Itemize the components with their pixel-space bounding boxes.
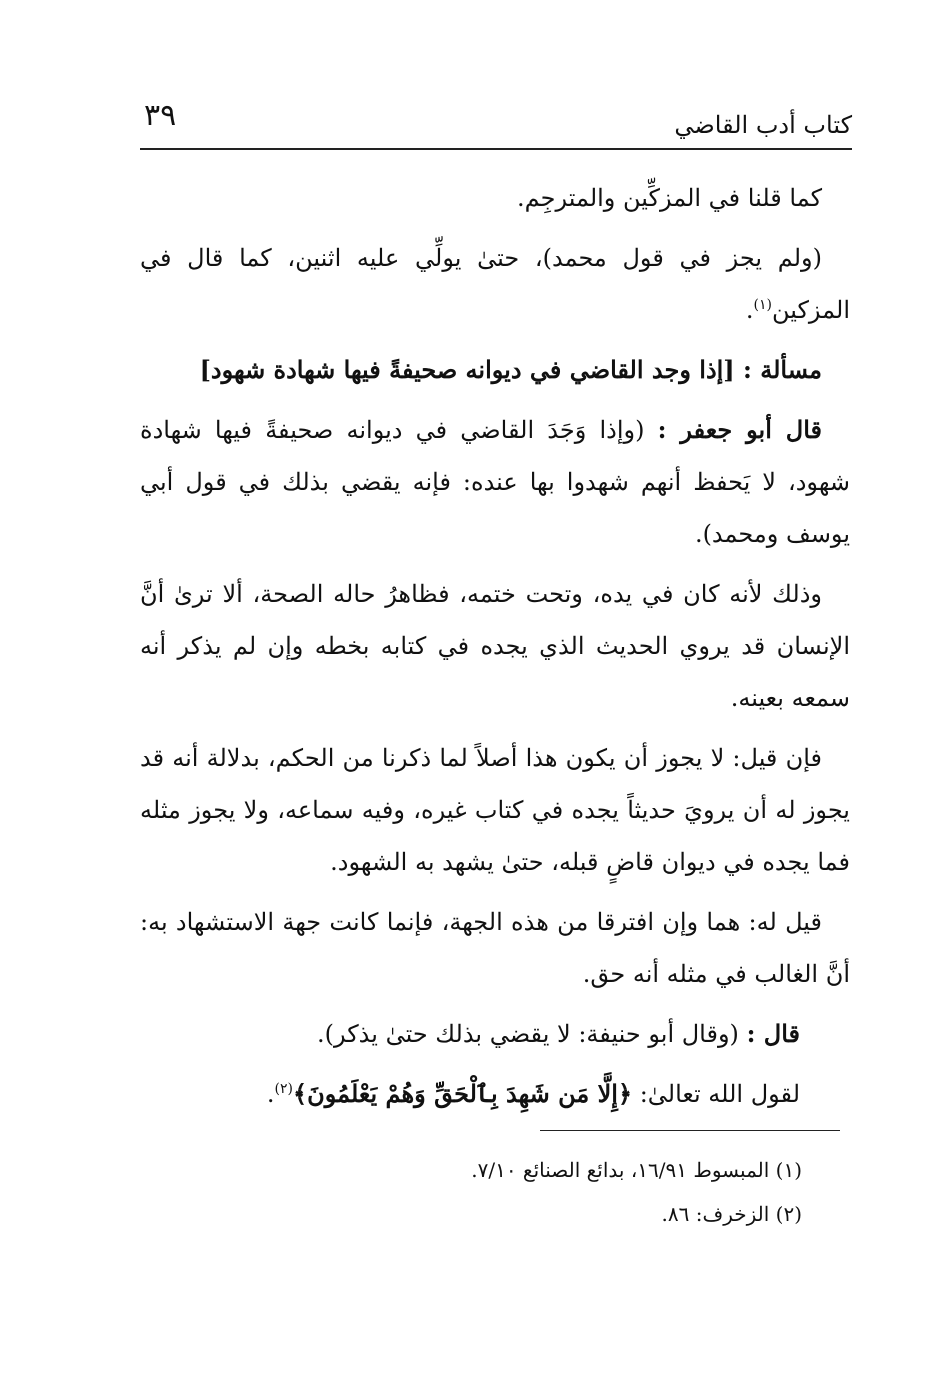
header-rule: [140, 148, 852, 150]
paragraph-4: وذلك لأنه كان في يده، وتحت ختمه، فظاهرُ حاله الصحة، ألا ترىٰ أنَّ الإنسان قد يروي الحديث الذي يجده في كتابه بخطه وإن لم يذكر أنه سمعه بعينه.: [140, 580, 850, 712]
paragraph-8: لقول الله تعالىٰ: ﴿إِلَّا مَن شَهِدَ بِٱلْحَقِّ وَهُمْ يَعْلَمُونَ﴾$^{(٢)}$.: [266, 1079, 800, 1108]
page-header: [140, 96, 852, 150]
section-heading: مسألة : [إذا وجد القاضي في ديوانه صحيفةً فيها شهادة شهود]: [199, 355, 822, 384]
paragraph-5: فإن قيل: لا يجوز أن يكون هذا أصلاً لما ذكرنا من الحكم، بدلالة أنه قد يجوز له أن يرويَ حديثاً يجده في كتاب غيره، وفيه سماعه، ولا يجوز مثله فما يجده في ديوان قاضٍ قبله، حتىٰ يشهد به الشهود.: [140, 744, 850, 876]
speaker-label: قال :: [746, 1019, 800, 1048]
running-title: كتاب أدب القاضي: [674, 111, 852, 139]
quran-verse: ﴿إِلَّا مَن شَهِدَ بِٱلْحَقِّ وَهُمْ يَعْلَمُونَ﴾: [293, 1079, 633, 1108]
footnote-ref-1: (١): [753, 297, 772, 313]
paragraph-7: قال : (وقال أبو حنيفة: لا يقضي بذلك حتىٰ يذكر).: [317, 1019, 800, 1048]
paragraph-1: كما قلنا في المزكِّين والمترجِم.: [517, 184, 822, 212]
paragraph-6: قيل له: هما وإن افترقا من هذه الجهة، فإنما كانت جهة الاستشهاد به: أنَّ الغالب في مثله أنه حق.: [140, 908, 850, 988]
footnote-rule: [540, 1130, 840, 1131]
page-body: [140, 172, 850, 1128]
paragraph-2: (ولم يجز في قول محمد)، حتىٰ يولِّي عليه اثنين، كما قال في المزكين$^{(١)}$.: [140, 244, 850, 324]
footnote-1: (١) المبسوط ١٦/٩١، بدائع الصنائع ٧/١٠.: [471, 1158, 802, 1182]
speaker-label: قال أبو جعفر :: [657, 415, 822, 444]
page-number: ٣٩: [144, 98, 177, 133]
paragraph-3: قال أبو جعفر : (وإذا وَجَدَ القاضي في ديوانه صحيفةً فيها شهادة شهود، لا يَحفظ أنهم شهدوا بها عنده: فإنه يقضي بذلك في قول أبي يوسف ومحمد).: [140, 415, 850, 548]
footnote-2: (٢) الزخرف: ٨٦.: [661, 1202, 802, 1226]
footnotes: [140, 1148, 852, 1236]
footnote-ref-2: (٢): [274, 1081, 293, 1097]
